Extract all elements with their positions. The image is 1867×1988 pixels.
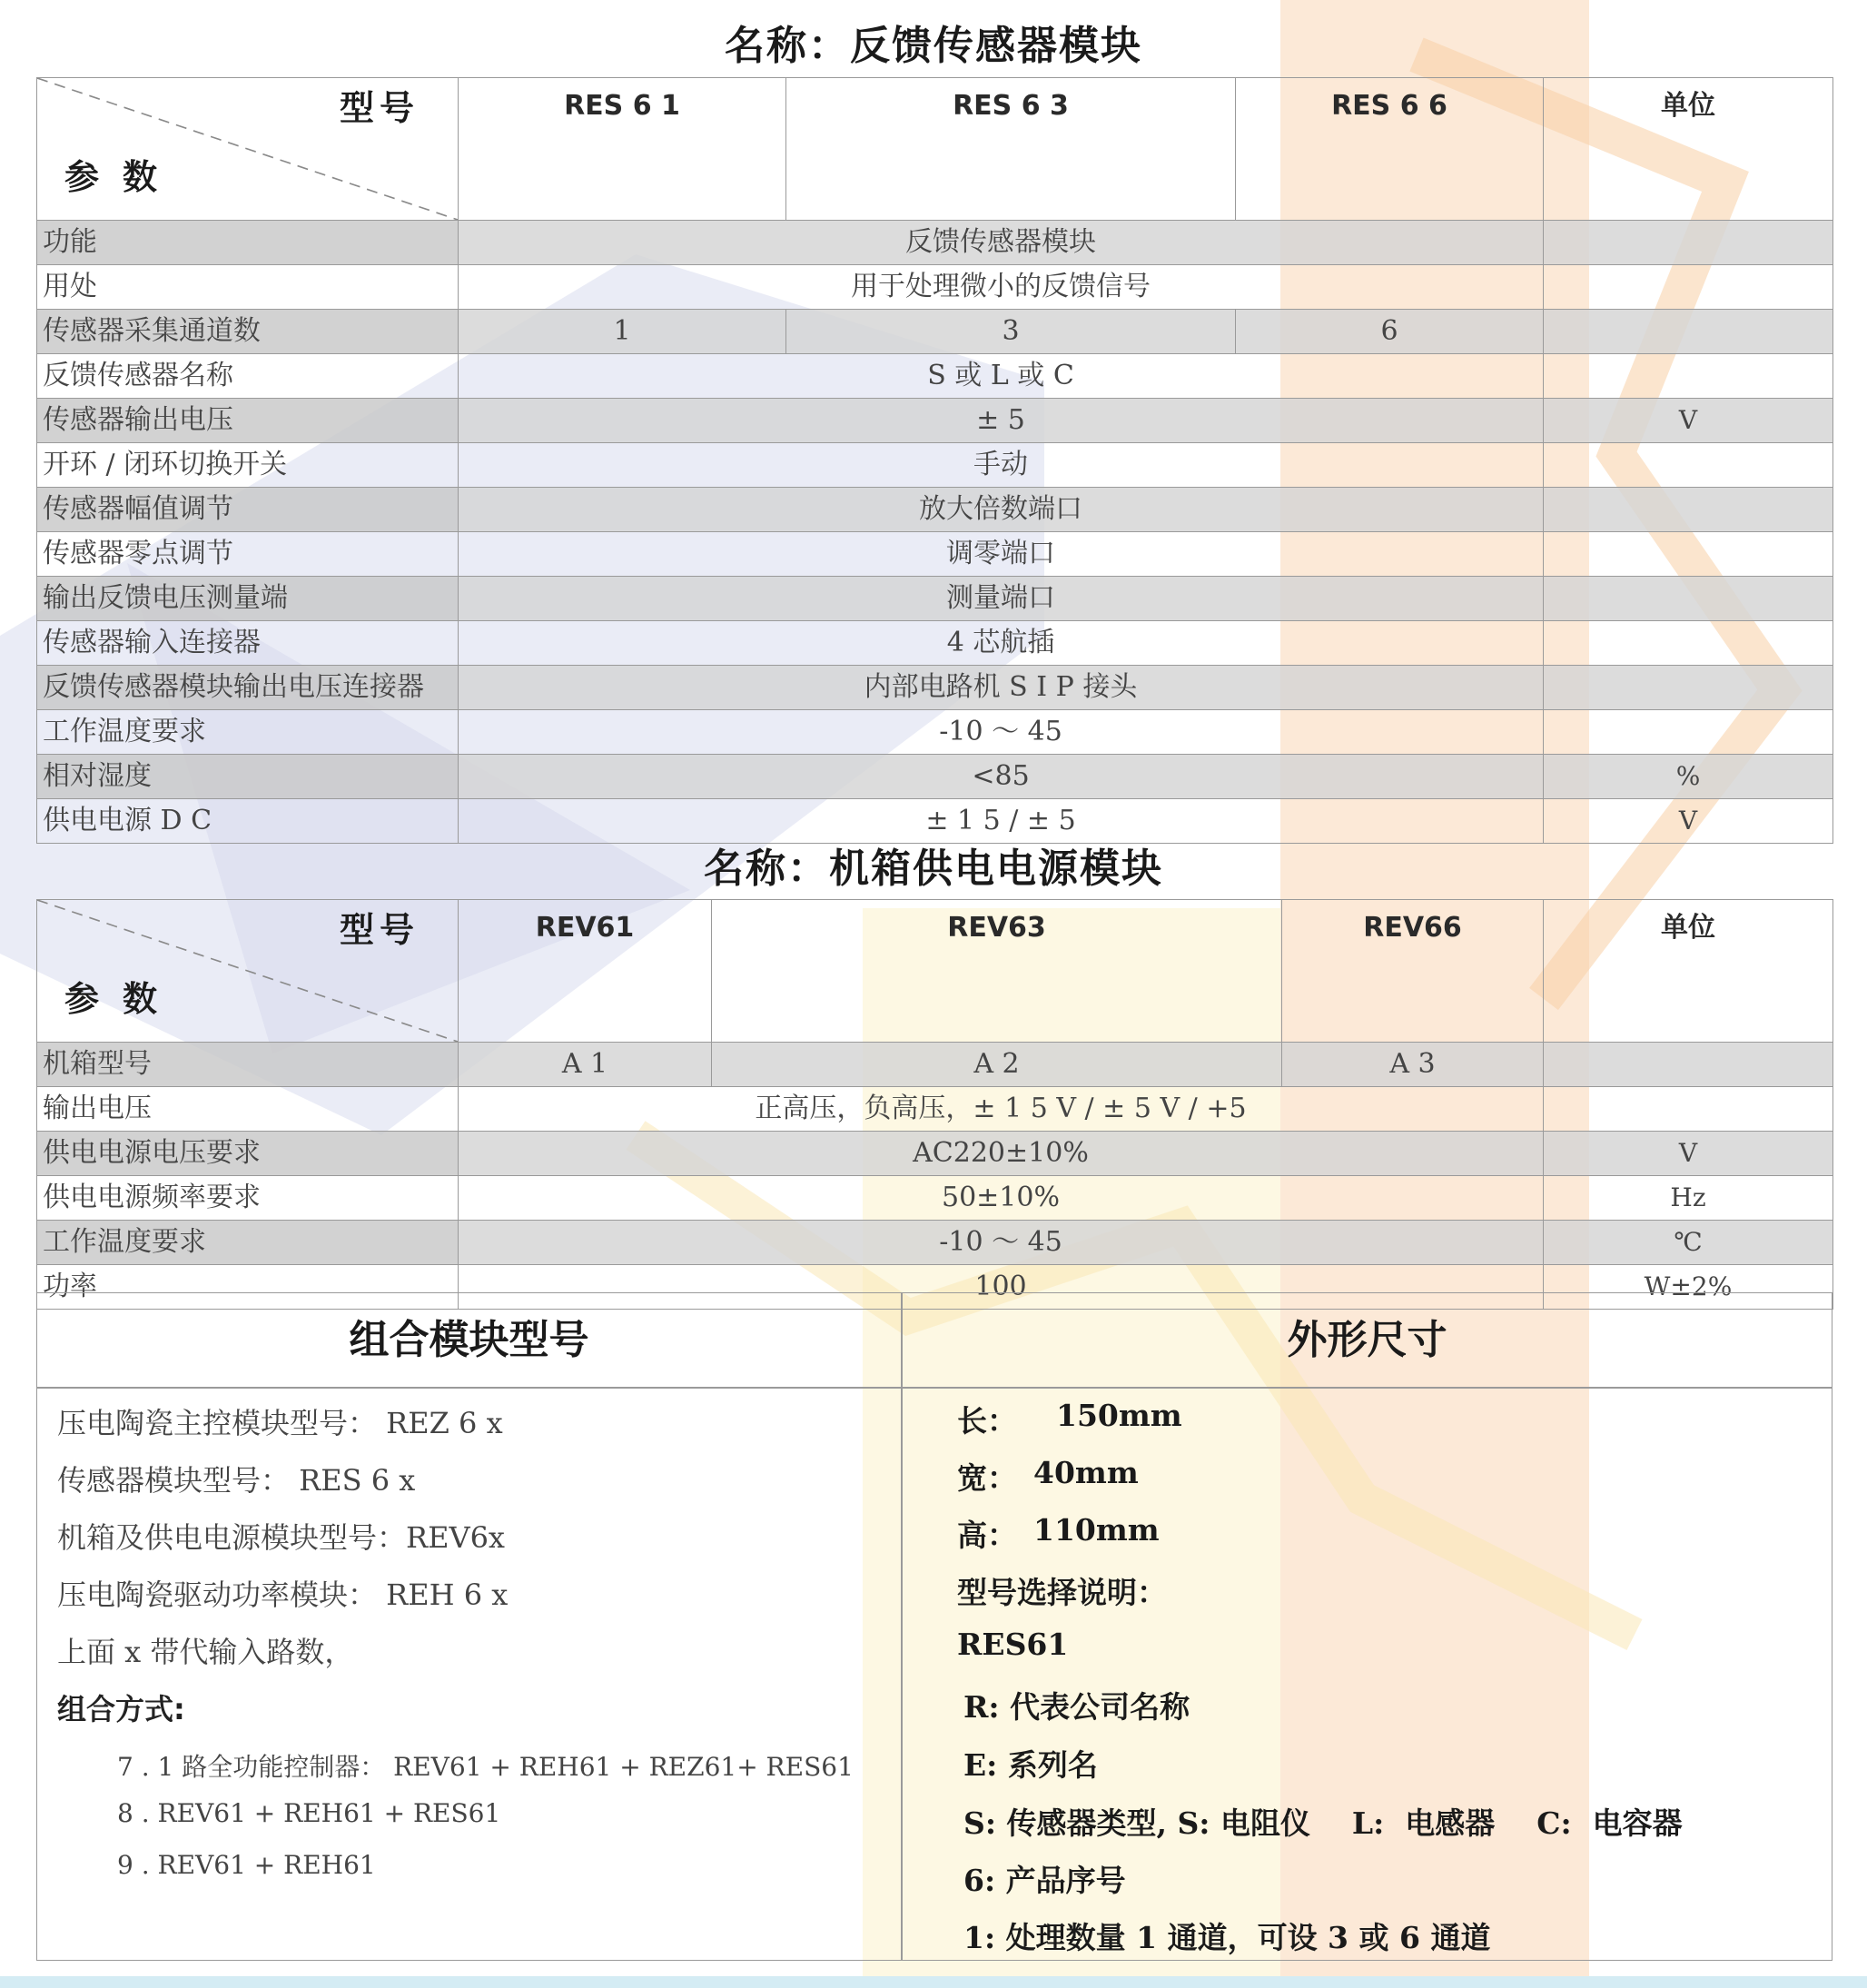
table-row — [37, 532, 1833, 577]
dims-width-label: 宽： — [957, 1460, 1017, 1496]
row-label: 工作温度要求 — [37, 710, 459, 755]
dims-length-label: 长： — [957, 1403, 1017, 1439]
row-unit — [1544, 488, 1833, 532]
row-unit: V — [1544, 399, 1833, 443]
table1-header-row — [37, 78, 1833, 221]
row-value: 100 — [459, 1265, 1544, 1310]
row-value: ± 5 — [459, 399, 1544, 443]
row-label: 输出反馈电压测量端 — [37, 577, 459, 621]
row-value: 调零端口 — [459, 532, 1544, 577]
row-value: 4 芯航插 — [459, 621, 1544, 666]
table-row — [37, 1043, 1833, 1087]
row-unit — [1544, 1043, 1833, 1087]
table-row — [37, 221, 1833, 265]
row-unit — [1544, 1087, 1833, 1132]
info-panel — [36, 1292, 1832, 1961]
combo-line: 压电陶瓷驱动功率模块： REH 6 x — [57, 1578, 509, 1612]
row-unit: V — [1544, 1132, 1833, 1176]
row-unit: V — [1544, 799, 1833, 844]
row-label: 供电电源频率要求 — [37, 1176, 459, 1221]
row-label: 传感器采集通道数 — [37, 310, 459, 354]
table-row — [37, 621, 1833, 666]
row-value-rev66: A 3 — [1282, 1043, 1544, 1087]
row-unit: W±2% — [1544, 1265, 1833, 1310]
feedback-sensor-table — [36, 77, 1833, 844]
row-value-res66: 6 — [1236, 310, 1544, 354]
row-unit — [1544, 221, 1833, 265]
dims-legend-item: S: 传感器类型, S: 电阻仪 L: 电感器 C: 电容器 — [963, 1805, 1683, 1841]
table-row — [37, 399, 1833, 443]
row-label: 工作温度要求 — [37, 1221, 459, 1265]
row-label: 供电电源 D C — [37, 799, 459, 844]
panel-divider-vertical — [901, 1293, 903, 1960]
table-row — [37, 443, 1833, 488]
row-unit — [1544, 621, 1833, 666]
combo-line: 传感器模块型号： RES 6 x — [57, 1463, 416, 1498]
row-value: 反馈传感器模块 — [459, 221, 1544, 265]
table-row — [37, 1221, 1833, 1265]
combo-line: 机箱及供电电源模块型号：REV6x — [57, 1520, 505, 1555]
row-label: 功能 — [37, 221, 459, 265]
dims-length-value: 150mm — [1056, 1398, 1182, 1433]
row-label: 反馈传感器名称 — [37, 354, 459, 399]
table2-header-rev66: REV66 — [1282, 900, 1544, 1043]
dims-height-label: 高： — [957, 1518, 1017, 1553]
table1-header-res66: RES 6 6 — [1236, 78, 1544, 221]
table-row — [37, 666, 1833, 710]
row-label: 功率 — [37, 1265, 459, 1310]
table2-header-row — [37, 900, 1833, 1043]
row-unit — [1544, 666, 1833, 710]
row-value: 正高压，负高压，± 1 5 V / ± 5 V / +5 — [459, 1087, 1544, 1132]
row-label: 相对湿度 — [37, 755, 459, 799]
row-unit: Hz — [1544, 1176, 1833, 1221]
dims-legend-item: 1: 处理数量 1 通道，可设 3 或 6 通道 — [963, 1920, 1491, 1955]
row-value: 放大倍数端口 — [459, 488, 1544, 532]
table-row — [37, 1176, 1833, 1221]
table2-title: 名称：机箱供电电源模块 — [704, 846, 1163, 892]
row-unit — [1544, 710, 1833, 755]
table1-header-unit: 单位 — [1544, 78, 1833, 221]
table-row — [37, 265, 1833, 310]
combo-method: 7 . 1 路全功能控制器： REV61 + REH61 + REZ61+ RES61 — [117, 1752, 854, 1782]
row-value: 50±10% — [459, 1176, 1544, 1221]
row-value: 手动 — [459, 443, 1544, 488]
row-value: 测量端口 — [459, 577, 1544, 621]
table2-header-rev61: REV61 — [459, 900, 712, 1043]
dims-legend-item: 6: 产品序号 — [963, 1863, 1126, 1898]
row-unit — [1544, 354, 1833, 399]
combo-method: 9 . REV61 + REH61 — [117, 1850, 376, 1880]
row-label: 输出电压 — [37, 1087, 459, 1132]
row-unit — [1544, 532, 1833, 577]
combo-method-label: 组合方式: — [57, 1692, 185, 1726]
table1-title: 名称：反馈传感器模块 — [725, 23, 1142, 69]
table-row — [37, 710, 1833, 755]
table2-header-unit: 单位 — [1544, 900, 1833, 1043]
row-label: 开环 / 闭环切换开关 — [37, 443, 459, 488]
table-row — [37, 1087, 1833, 1132]
row-unit — [1544, 577, 1833, 621]
row-value-rev63: A 2 — [712, 1043, 1282, 1087]
table2-corner-model: 型号 — [339, 910, 420, 950]
dims-model: RES61 — [957, 1627, 1069, 1662]
table2-header-rev63: REV63 — [712, 900, 1282, 1043]
row-label: 反馈传感器模块输出电压连接器 — [37, 666, 459, 710]
row-label: 用处 — [37, 265, 459, 310]
row-value: S 或 L 或 C — [459, 354, 1544, 399]
row-label: 供电电源电压要求 — [37, 1132, 459, 1176]
table2-corner-cell — [37, 900, 459, 1043]
row-unit — [1544, 310, 1833, 354]
row-value: -10 ～ 45 — [459, 1221, 1544, 1265]
row-value-rev61: A 1 — [459, 1043, 712, 1087]
combo-title: 组合模块型号 — [349, 1317, 589, 1363]
row-value: AC220±10% — [459, 1132, 1544, 1176]
bottom-strip — [0, 1976, 1867, 1988]
dims-legend-item: R: 代表公司名称 — [963, 1689, 1190, 1725]
dims-model-note: 型号选择说明： — [957, 1575, 1167, 1610]
combo-method: 8 . REV61 + REH61 + RES61 — [117, 1798, 501, 1828]
panel-divider-horizontal — [37, 1387, 1832, 1389]
table1-corner-param: 参数 — [64, 157, 182, 197]
row-value: <85 — [459, 755, 1544, 799]
row-label: 传感器幅值调节 — [37, 488, 459, 532]
row-value-res61: 1 — [459, 310, 786, 354]
row-value-res63: 3 — [786, 310, 1236, 354]
row-value: -10 ～ 45 — [459, 710, 1544, 755]
table-row — [37, 755, 1833, 799]
table1-header-res63: RES 6 3 — [786, 78, 1236, 221]
table1-corner-cell — [37, 78, 459, 221]
table2-corner-param: 参数 — [64, 979, 182, 1019]
row-label: 机箱型号 — [37, 1043, 459, 1087]
table-row — [37, 310, 1833, 354]
table1-corner-model: 型号 — [339, 88, 420, 128]
row-value: 用于处理微小的反馈信号 — [459, 265, 1544, 310]
table-row — [37, 1132, 1833, 1176]
power-supply-table — [36, 899, 1833, 1310]
row-label: 传感器输入连接器 — [37, 621, 459, 666]
dims-height-value: 110mm — [1033, 1512, 1160, 1548]
row-unit — [1544, 265, 1833, 310]
table-row — [37, 577, 1833, 621]
table-row — [37, 488, 1833, 532]
table1-header-res61: RES 6 1 — [459, 78, 786, 221]
combo-line: 上面 x 带代输入路数， — [57, 1635, 354, 1669]
dims-width-value: 40mm — [1033, 1455, 1139, 1490]
row-label: 传感器零点调节 — [37, 532, 459, 577]
row-value: 内部电路机 S I P 接头 — [459, 666, 1544, 710]
combo-line: 压电陶瓷主控模块型号： REZ 6 x — [57, 1406, 503, 1440]
row-unit: % — [1544, 755, 1833, 799]
row-unit — [1544, 443, 1833, 488]
dims-legend-item: E: 系列名 — [963, 1747, 1098, 1783]
table-row — [37, 354, 1833, 399]
row-label: 传感器输出电压 — [37, 399, 459, 443]
dims-title: 外形尺寸 — [1287, 1317, 1447, 1363]
row-unit: ℃ — [1544, 1221, 1833, 1265]
row-value: ± 1 5 / ± 5 — [459, 799, 1544, 844]
